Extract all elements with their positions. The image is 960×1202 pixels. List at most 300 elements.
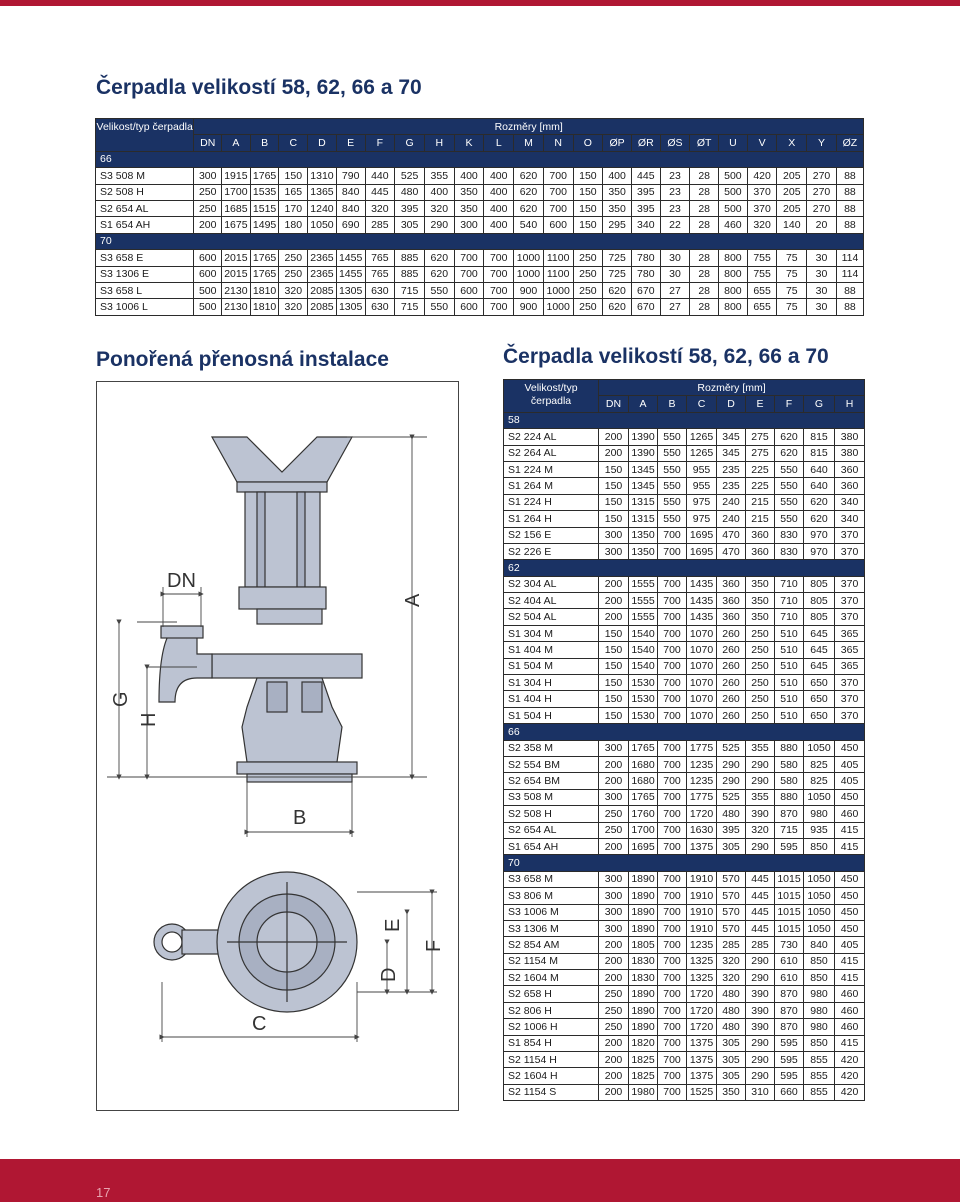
dimension-cell: 1235	[687, 937, 717, 953]
dimension-cell: 1555	[629, 593, 658, 609]
dimension-cell: 250	[746, 658, 775, 674]
dimension-cell: 1810	[250, 299, 279, 315]
dimension-cell: 445	[746, 904, 775, 920]
dimension-cell: 250	[279, 250, 308, 266]
dimension-cell: 765	[365, 266, 395, 282]
dimension-cell: 340	[631, 217, 660, 233]
bottom-accent-bar	[0, 1159, 960, 1202]
label-a: A	[402, 593, 424, 607]
dimension-cell: 620	[514, 168, 544, 184]
dimension-cell: 1345	[629, 478, 658, 494]
dimension-cell: 1375	[687, 1068, 717, 1084]
dimension-cell: 1070	[687, 691, 717, 707]
dimension-cell: 700	[658, 543, 687, 559]
column-header: ØT	[690, 135, 719, 151]
dimension-cell: 700	[658, 707, 687, 723]
dimension-cell: 510	[775, 658, 804, 674]
dimension-cell: 150	[279, 168, 308, 184]
dimension-cell: 2015	[222, 266, 251, 282]
dimension-cell: 850	[804, 838, 835, 854]
dimension-cell: 370	[835, 691, 865, 707]
dimension-cell: 250	[573, 266, 603, 282]
dimension-cell: 1070	[687, 675, 717, 691]
dimension-cell: 450	[835, 740, 865, 756]
dimension-cell: 390	[746, 806, 775, 822]
pump-type-cell: S1 654 AH	[504, 838, 599, 854]
dimension-cell: 480	[717, 1002, 746, 1018]
dimension-cell: 240	[717, 494, 746, 510]
dimension-cell: 870	[775, 986, 804, 1002]
dimension-cell: 360	[746, 527, 775, 543]
dimension-cell: 1685	[222, 200, 251, 216]
dimension-cell: 700	[658, 789, 687, 805]
dimension-cell: 235	[717, 478, 746, 494]
dimension-cell: 620	[514, 184, 544, 200]
pump-type-cell: S2 654 AL	[504, 822, 599, 838]
table-row	[504, 625, 865, 641]
dimension-cell: 725	[603, 266, 632, 282]
dimension-cell: 150	[573, 217, 603, 233]
pump-type-cell: S2 1154 M	[504, 953, 599, 969]
dimension-cell: 320	[424, 200, 454, 216]
pump-type-cell: S2 156 E	[504, 527, 599, 543]
dimension-cell: 700	[658, 904, 687, 920]
dimension-cell: 1695	[629, 838, 658, 854]
dimension-cell: 700	[658, 756, 687, 772]
dimension-cell: 700	[658, 658, 687, 674]
dimension-cell: 1325	[687, 953, 717, 969]
dimension-cell: 290	[746, 1035, 775, 1051]
table-row	[504, 970, 865, 986]
dimension-cell: 1515	[250, 200, 279, 216]
dimension-cell: 1070	[687, 625, 717, 641]
dimension-cell: 30	[660, 266, 690, 282]
dimension-cell: 500	[194, 299, 222, 315]
dimension-cell: 480	[717, 806, 746, 822]
pump-type-cell: S2 404 AL	[504, 593, 599, 609]
dimension-cell: 355	[746, 789, 775, 805]
pump-type-cell: S2 806 H	[504, 1002, 599, 1018]
column-header: DN	[599, 396, 629, 412]
dimension-cell: 700	[658, 822, 687, 838]
dimension-cell: 450	[835, 871, 865, 887]
table-row	[504, 593, 865, 609]
dimension-cell: 395	[631, 184, 660, 200]
dimensions-table-small	[503, 379, 865, 1101]
dimension-cell: 420	[835, 1052, 865, 1068]
dimension-cell: 1315	[629, 494, 658, 510]
dimension-cell: 300	[599, 888, 629, 904]
dimension-cell: 700	[658, 527, 687, 543]
dimension-cell: 805	[804, 593, 835, 609]
dimension-cell: 570	[717, 871, 746, 887]
table-row	[504, 543, 865, 559]
dimension-cell: 510	[775, 691, 804, 707]
dimension-cell: 270	[807, 184, 837, 200]
dimension-cell: 1915	[222, 168, 251, 184]
table-row	[96, 299, 864, 315]
dimension-cell: 1050	[804, 920, 835, 936]
table-row	[96, 200, 864, 216]
dimension-cell: 1390	[629, 445, 658, 461]
dimension-cell: 840	[336, 200, 365, 216]
table-row	[504, 461, 865, 477]
dimension-cell: 755	[747, 266, 777, 282]
dimension-cell: 700	[484, 266, 514, 282]
dimension-cell: 1910	[687, 871, 717, 887]
dimension-cell: 30	[807, 250, 837, 266]
dimension-cell: 310	[746, 1084, 775, 1100]
dimension-cell: 595	[775, 838, 804, 854]
pump-type-cell: S3 1306 E	[96, 266, 194, 282]
dimension-cell: 88	[836, 217, 863, 233]
dimension-cell: 1765	[250, 168, 279, 184]
dimension-cell: 700	[658, 871, 687, 887]
pump-drawing-svg	[97, 382, 458, 1110]
dimension-cell: 415	[835, 970, 865, 986]
dimension-cell: 980	[804, 1019, 835, 1035]
dimension-cell: 22	[660, 217, 690, 233]
column-header: D	[717, 396, 746, 412]
dimension-cell: 250	[573, 299, 603, 315]
dimension-cell: 580	[775, 756, 804, 772]
column-header: F	[365, 135, 395, 151]
dimension-cell: 270	[807, 200, 837, 216]
dimension-cell: 580	[775, 773, 804, 789]
dimension-cell: 405	[835, 773, 865, 789]
dimension-cell: 1455	[336, 250, 365, 266]
dimension-cell: 205	[777, 200, 807, 216]
dimension-cell: 1680	[629, 773, 658, 789]
table-row	[504, 527, 865, 543]
dimension-cell: 200	[599, 773, 629, 789]
dimension-cell: 360	[717, 576, 746, 592]
table-row	[504, 789, 865, 805]
dimension-cell: 305	[395, 217, 425, 233]
dimension-cell: 225	[746, 478, 775, 494]
dimension-cell: 1720	[687, 1002, 717, 1018]
label-h: H	[138, 712, 160, 727]
dimension-cell: 1375	[687, 1035, 717, 1051]
dimension-cell: 445	[631, 168, 660, 184]
dimension-cell: 88	[836, 168, 863, 184]
dimension-cell: 1000	[514, 250, 544, 266]
dimension-cell: 650	[804, 675, 835, 691]
dimension-cell: 620	[424, 266, 454, 282]
dimension-cell: 700	[454, 250, 484, 266]
dimension-cell: 285	[746, 937, 775, 953]
dimension-cell: 595	[775, 1052, 804, 1068]
dimension-cell: 1695	[687, 527, 717, 543]
dimension-cell: 415	[835, 1035, 865, 1051]
pump-type-cell: S1 264 M	[504, 478, 599, 494]
dimension-cell: 28	[690, 184, 719, 200]
table-row	[504, 478, 865, 494]
dimension-cell: 1910	[687, 888, 717, 904]
dimension-cell: 450	[835, 789, 865, 805]
dimension-cell: 1555	[629, 609, 658, 625]
pump-type-cell: S3 658 E	[96, 250, 194, 266]
dimension-cell: 200	[599, 445, 629, 461]
dimension-cell: 710	[775, 576, 804, 592]
dimension-cell: 150	[599, 642, 629, 658]
dimension-cell: 885	[395, 250, 425, 266]
dimension-cell: 370	[835, 527, 865, 543]
dimension-cell: 550	[424, 282, 454, 298]
table-row	[504, 986, 865, 1002]
dimension-cell: 650	[804, 691, 835, 707]
label-g: G	[110, 691, 132, 707]
dimension-cell: 450	[835, 888, 865, 904]
dimension-cell: 450	[835, 904, 865, 920]
table-row	[504, 642, 865, 658]
dimension-cell: 290	[746, 953, 775, 969]
dimension-cell: 975	[687, 511, 717, 527]
dimension-cell: 20	[807, 217, 837, 233]
dimension-cell: 395	[717, 822, 746, 838]
dimension-cell: 150	[599, 511, 629, 527]
dimension-cell: 700	[658, 609, 687, 625]
dimension-cell: 600	[194, 266, 222, 282]
dimension-cell: 205	[777, 184, 807, 200]
dimension-cell: 200	[599, 756, 629, 772]
dimension-cell: 380	[835, 445, 865, 461]
dimension-cell: 355	[746, 740, 775, 756]
dimension-cell: 285	[717, 937, 746, 953]
dimension-cell: 250	[573, 282, 603, 298]
dimension-cell: 260	[717, 625, 746, 641]
dimension-cell: 880	[775, 740, 804, 756]
dimension-cell: 370	[835, 707, 865, 723]
dimension-cell: 360	[835, 478, 865, 494]
dimension-cell: 700	[658, 953, 687, 969]
dimension-cell: 600	[194, 250, 222, 266]
dimension-cell: 285	[365, 217, 395, 233]
column-header: F	[775, 396, 804, 412]
table-row	[504, 773, 865, 789]
table-row	[504, 1084, 865, 1100]
column-header: G	[804, 396, 835, 412]
dimension-cell: 700	[543, 200, 573, 216]
dimension-cell: 450	[835, 920, 865, 936]
dimension-cell: 470	[717, 543, 746, 559]
dimension-cell: 1890	[629, 1019, 658, 1035]
dimension-cell: 700	[658, 642, 687, 658]
dimension-cell: 620	[804, 494, 835, 510]
dimension-cell: 700	[658, 576, 687, 592]
pump-side-view	[159, 437, 362, 782]
dimension-cell: 730	[775, 937, 804, 953]
installation-title: Ponořená přenosná instalace	[96, 348, 389, 371]
dimension-cell: 1980	[629, 1084, 658, 1100]
dimension-cell: 645	[804, 625, 835, 641]
dimension-cell: 500	[719, 184, 748, 200]
dimension-cell: 23	[660, 200, 690, 216]
dimension-cell: 830	[775, 543, 804, 559]
dimension-cell: 2365	[308, 266, 337, 282]
dimension-cell: 445	[746, 888, 775, 904]
table-row	[504, 1019, 865, 1035]
dimension-cell: 290	[746, 970, 775, 986]
group-label: 62	[504, 560, 865, 576]
dimension-cell: 700	[658, 740, 687, 756]
dimension-cell: 350	[603, 200, 632, 216]
dimension-cell: 180	[279, 217, 308, 233]
dimension-cell: 400	[484, 184, 514, 200]
dimension-cell: 700	[543, 184, 573, 200]
dimension-cell: 150	[599, 478, 629, 494]
column-header: K	[454, 135, 484, 151]
dimension-cell: 755	[747, 250, 777, 266]
group-row	[504, 724, 865, 740]
dimension-cell: 710	[775, 609, 804, 625]
dimension-cell: 540	[514, 217, 544, 233]
dimension-cell: 700	[484, 250, 514, 266]
dimension-cell: 365	[835, 642, 865, 658]
dimension-cell: 600	[454, 282, 484, 298]
dimension-cell: 290	[746, 838, 775, 854]
dimension-cell: 355	[424, 168, 454, 184]
dimension-cell: 305	[717, 838, 746, 854]
dimension-cell: 1890	[629, 1002, 658, 1018]
dimension-cell: 200	[599, 937, 629, 953]
dimension-cell: 250	[746, 625, 775, 641]
column-header: ØS	[660, 135, 690, 151]
table-row	[504, 806, 865, 822]
column-header: A	[222, 135, 251, 151]
dimension-cell: 640	[804, 478, 835, 494]
dimension-cell: 395	[631, 200, 660, 216]
dimension-cell: 700	[658, 773, 687, 789]
dimension-cell: 800	[719, 282, 748, 298]
dimension-cell: 1630	[687, 822, 717, 838]
dimension-cell: 225	[746, 461, 775, 477]
dimension-cell: 2130	[222, 299, 251, 315]
dimension-cell: 350	[717, 1084, 746, 1100]
dimension-cell: 114	[836, 266, 863, 282]
dimension-cell: 1310	[308, 168, 337, 184]
dimension-cell: 1765	[250, 266, 279, 282]
dimension-cell: 1765	[250, 250, 279, 266]
dimension-cell: 460	[835, 1019, 865, 1035]
dimension-cell: 140	[777, 217, 807, 233]
dimension-cell: 27	[660, 299, 690, 315]
dimension-cell: 1890	[629, 986, 658, 1002]
dimension-cell: 700	[658, 838, 687, 854]
dimension-cell: 620	[424, 250, 454, 266]
dimension-cell: 1100	[543, 250, 573, 266]
label-dn: DN	[167, 570, 196, 592]
dimension-cell: 630	[365, 299, 395, 315]
dimension-cell: 320	[279, 282, 308, 298]
dimension-cell: 340	[835, 494, 865, 510]
dimension-cell: 370	[747, 184, 777, 200]
dimension-cell: 360	[717, 593, 746, 609]
dimension-cell: 1350	[629, 527, 658, 543]
pump-type-cell: S3 1006 M	[504, 904, 599, 920]
table-row	[504, 511, 865, 527]
dimension-cell: 205	[777, 168, 807, 184]
dimension-cell: 1890	[629, 888, 658, 904]
pump-type-cell: S2 508 H	[96, 184, 194, 200]
table-row	[504, 609, 865, 625]
dimension-cell: 700	[454, 266, 484, 282]
dimension-cell: 2015	[222, 250, 251, 266]
group-label: 58	[504, 412, 865, 428]
dimension-cell: 28	[690, 266, 719, 282]
pump-type-cell: S2 1604 M	[504, 970, 599, 986]
dimension-cell: 550	[424, 299, 454, 315]
pump-type-cell: S3 1306 M	[504, 920, 599, 936]
dimension-cell: 550	[775, 461, 804, 477]
dimension-cell: 645	[804, 658, 835, 674]
dimension-cell: 700	[484, 299, 514, 315]
dimension-cell: 350	[746, 609, 775, 625]
dimension-cell: 290	[717, 773, 746, 789]
pump-type-cell: S2 264 AL	[504, 445, 599, 461]
dimension-cell: 1530	[629, 675, 658, 691]
dimension-cell: 1830	[629, 953, 658, 969]
dimension-cell: 840	[336, 184, 365, 200]
dimension-cell: 88	[836, 299, 863, 315]
dimension-cell: 28	[690, 250, 719, 266]
dimension-cell: 700	[658, 1002, 687, 1018]
dimension-cell: 715	[395, 299, 425, 315]
dimension-cell: 1760	[629, 806, 658, 822]
dimension-cell: 114	[836, 250, 863, 266]
pump-type-cell: S2 1154 S	[504, 1084, 599, 1100]
dimension-cell: 300	[599, 871, 629, 887]
dimension-cell: 1375	[687, 838, 717, 854]
dimension-cell: 1050	[308, 217, 337, 233]
dimension-cell: 480	[717, 1019, 746, 1035]
dimension-cell: 1495	[250, 217, 279, 233]
dimension-cell: 28	[690, 168, 719, 184]
dimension-cell: 970	[804, 543, 835, 559]
dimension-cell: 480	[717, 986, 746, 1002]
dimension-cell: 150	[599, 461, 629, 477]
column-header: Y	[807, 135, 837, 151]
pump-type-cell: S2 1154 H	[504, 1052, 599, 1068]
dimension-cell: 300	[599, 527, 629, 543]
dimension-cell: 320	[746, 822, 775, 838]
dimension-cell: 510	[775, 707, 804, 723]
dimension-cell: 620	[603, 299, 632, 315]
column-header: V	[747, 135, 777, 151]
dimension-cell: 380	[835, 429, 865, 445]
pump-type-cell: S3 658 L	[96, 282, 194, 298]
dimension-cell: 1540	[629, 642, 658, 658]
dimension-cell: 250	[746, 707, 775, 723]
dimension-cell: 805	[804, 609, 835, 625]
dimension-cell: 75	[777, 250, 807, 266]
dimension-cell: 650	[804, 707, 835, 723]
group-row	[504, 855, 865, 871]
dimension-cell: 460	[835, 806, 865, 822]
group-row	[96, 151, 864, 167]
dimension-cell: 900	[514, 299, 544, 315]
label-e: E	[382, 918, 404, 932]
pump-type-cell: S2 1006 H	[504, 1019, 599, 1035]
dimension-cell: 1555	[629, 576, 658, 592]
dimension-cell: 460	[835, 986, 865, 1002]
dimension-cell: 1350	[629, 543, 658, 559]
column-header: U	[719, 135, 748, 151]
dimension-cell: 630	[365, 282, 395, 298]
dimension-cell: 320	[717, 970, 746, 986]
dimension-cell: 200	[599, 1035, 629, 1051]
label-c: C	[252, 1013, 267, 1035]
